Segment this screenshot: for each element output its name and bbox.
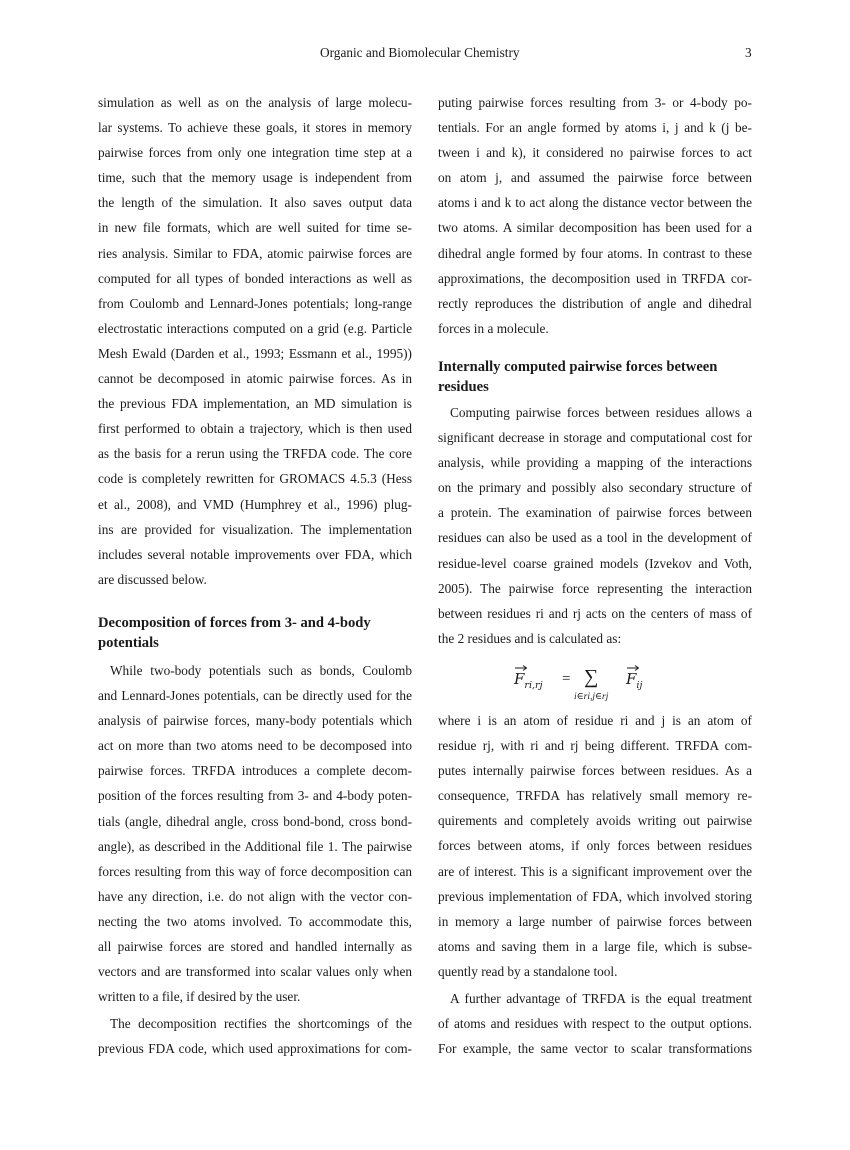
paragraph xyxy=(438,90,752,341)
heading-line: Decomposition of forces from 3- and 4-body xyxy=(98,615,371,631)
section-heading xyxy=(438,357,752,397)
text-line: A further advantage of TRFDA is the equal treatment xyxy=(450,991,752,1006)
text-line: of atoms and residues with respect to the output options. xyxy=(438,1016,752,1032)
text-line: While two-body potentials such as bonds, Coulomb xyxy=(110,663,412,678)
text-line: previous FDA code, which used approximations for com- xyxy=(98,1041,412,1057)
text-line: puting pairwise forces resulting from 3- or 4-body po- xyxy=(438,95,752,110)
text-line: the length of the simulation. It also saves output data xyxy=(98,195,412,211)
text-line: tween i and k), it considered no pairwise forces to act xyxy=(438,145,752,161)
text-line: where i is an atom of residue ri and j is an atom of xyxy=(438,713,752,728)
text-line: code is completely rewritten for GROMACS 4.5.3 (Hess xyxy=(98,471,412,487)
eq-lhs-group xyxy=(514,672,543,691)
text-line: quirements and completely avoids writing out pairwise xyxy=(438,813,752,829)
text-line: act on more than two atoms need to be decomposed into xyxy=(98,738,412,754)
text-line: first performed to obtain a trajectory, which is then used xyxy=(98,421,412,437)
text-line: Computing pairwise forces between residues allows a xyxy=(450,405,752,420)
eq-rhs-group xyxy=(626,672,642,691)
text-line: quently read by a standalone tool. xyxy=(438,963,618,979)
text-line: necting the two atoms involved. To accommodate this, xyxy=(98,913,412,929)
text-line: in new file formats, which are well suited for time se- xyxy=(98,220,412,236)
page-number: 3 xyxy=(745,45,752,60)
heading-line: residues xyxy=(438,379,489,395)
text-line: et al., 2008), and VMD (Humphrey et al., 1996) plug- xyxy=(98,496,412,512)
text-line: residue rj, with ri and rj being different. TRFDA com- xyxy=(438,738,752,754)
text-line: atoms i and k to act along the distance vector between the xyxy=(438,195,752,211)
text-line: have any direction, i.e. do not align with the vector con- xyxy=(98,888,412,904)
text-line: vectors and are transformed into scalar values only when xyxy=(98,964,412,980)
heading-line: Internally computed pairwise forces between xyxy=(438,359,718,375)
text-line: on the primary and possibly also secondary structure of xyxy=(438,480,752,496)
running-header: Organic and Biomolecular Chemistry xyxy=(320,45,520,60)
text-line: electrostatic interactions computed on a grid (e.g. Particle xyxy=(98,320,412,336)
text-line: a protein. The examination of pairwise forces between xyxy=(438,505,752,521)
text-line: dihedral angle formed by four atoms. In contrast to these xyxy=(438,245,752,261)
text-line: ries analysis. Similar to FDA, atomic pairwise forces are xyxy=(98,245,412,261)
text-line: and Lennard-Jones potentials, can be directly used for the xyxy=(98,688,412,704)
text-line: putes internally pairwise forces between residues. As a xyxy=(438,763,752,779)
paragraph xyxy=(98,90,412,592)
text-line: rectly reproduces the distribution of angle and dihedral xyxy=(438,295,752,311)
text-line: computed for all types of bonded interactions as well as xyxy=(98,270,412,286)
text-line: on atom j, and assumed the pairwise force between xyxy=(438,170,752,186)
section-heading xyxy=(98,613,412,653)
text-line: tentials. For an angle formed by atoms i, j and k (j be- xyxy=(438,120,752,136)
text-line: the 2 residues and is calculated as: xyxy=(438,630,622,646)
paragraph xyxy=(438,400,752,651)
text-line: in memory a large number of pairwise forces between xyxy=(438,913,752,929)
text-line: forces in a molecule. xyxy=(438,320,549,336)
paragraph xyxy=(438,708,752,984)
text-line: time, such that the memory usage is independent from xyxy=(98,170,412,186)
eq-equals: = xyxy=(562,671,571,687)
text-line: are discussed below. xyxy=(98,571,207,587)
text-line: 2005). The pairwise force representing the interaction xyxy=(438,580,752,596)
text-line: residues can also be used as a tool in the development of xyxy=(438,530,752,546)
text-line: approximations, the decomposition used in TRFDA cor- xyxy=(438,270,752,286)
eq-lhs: F xyxy=(514,670,525,688)
text-line: angle), as described in the Additional file 1. The pairwise xyxy=(98,838,412,854)
text-line: includes several notable improvements over FDA, which xyxy=(98,546,412,562)
eq-sum-sub: i∈ri,j∈rj xyxy=(574,692,609,702)
text-line: simulation as well as on the analysis of large molecu- xyxy=(98,95,412,110)
text-line: ins are provided for visualization. The implementation xyxy=(98,521,412,537)
text-line: between residues ri and rj acts on the centers of mass of xyxy=(438,605,752,621)
vector-arrow-icon xyxy=(515,665,527,671)
eq-lhs-sub: ri,rj xyxy=(524,680,543,691)
text-line: position of the forces resulting from 3- and 4-body poten- xyxy=(98,788,412,804)
text-line: lar systems. To achieve these goals, it stores in memory xyxy=(98,120,412,136)
text-line: atoms and saving them in a large file, which is subse- xyxy=(438,938,752,954)
text-line: as the basis for a rerun using the TRFDA code. The core xyxy=(98,446,412,462)
text-line: analysis of pairwise forces, many-body potentials which xyxy=(98,713,412,729)
heading-line: potentials xyxy=(98,635,159,651)
paragraph xyxy=(438,986,752,1061)
eq-rhs: F xyxy=(626,670,637,688)
text-line: For example, the same vector to scalar transformations xyxy=(438,1041,752,1057)
text-line: Mesh Ewald (Darden et al., 1993; Essmann et al., 1995)) xyxy=(98,345,412,361)
text-line: forces between atoms, if only forces between residues xyxy=(438,838,752,854)
paragraph xyxy=(98,1011,412,1061)
text-line: tials (angle, dihedral angle, cross bond-bond, cross bond- xyxy=(98,813,412,829)
text-line: analysis, while providing a mapping of the interactions xyxy=(438,455,752,471)
paragraph xyxy=(98,658,412,1009)
text-line: pairwise forces from only one integration time step at a xyxy=(98,145,412,161)
text-line: the previous FDA implementation, an MD simulation is xyxy=(98,396,412,412)
text-line: The decomposition rectifies the shortcomings of the xyxy=(110,1016,412,1031)
eq-rhs-sub: ij xyxy=(636,680,643,691)
text-line: consequence, TRFDA has relatively small memory re- xyxy=(438,788,752,804)
text-line: significant decrease in storage and computational cost for xyxy=(438,430,752,446)
text-line: residue-level coarse grained models (Izvekov and Voth, xyxy=(438,555,752,571)
equation xyxy=(438,662,752,706)
text-line: written to a file, if desired by the user. xyxy=(98,989,301,1005)
text-line: pairwise forces. TRFDA introduces a complete decom- xyxy=(98,763,412,779)
vector-arrow-icon xyxy=(627,665,639,671)
text-line: previous implementation of FDA, which involved storing xyxy=(438,888,752,904)
eq-sum: ∑ xyxy=(584,666,599,688)
text-line: from Coulomb and Lennard-Jones potentials; long-range xyxy=(98,295,412,311)
text-line: all pairwise forces are stored and handled internally as xyxy=(98,939,412,955)
text-line: two atoms. A similar decomposition has been used for a xyxy=(438,220,752,236)
text-line: cannot be decomposed in atomic pairwise forces. As in xyxy=(98,371,412,387)
text-line: are of interest. This is a significant improvement over the xyxy=(438,863,752,879)
text-line: forces resulting from this way of force decomposition can xyxy=(98,863,412,879)
